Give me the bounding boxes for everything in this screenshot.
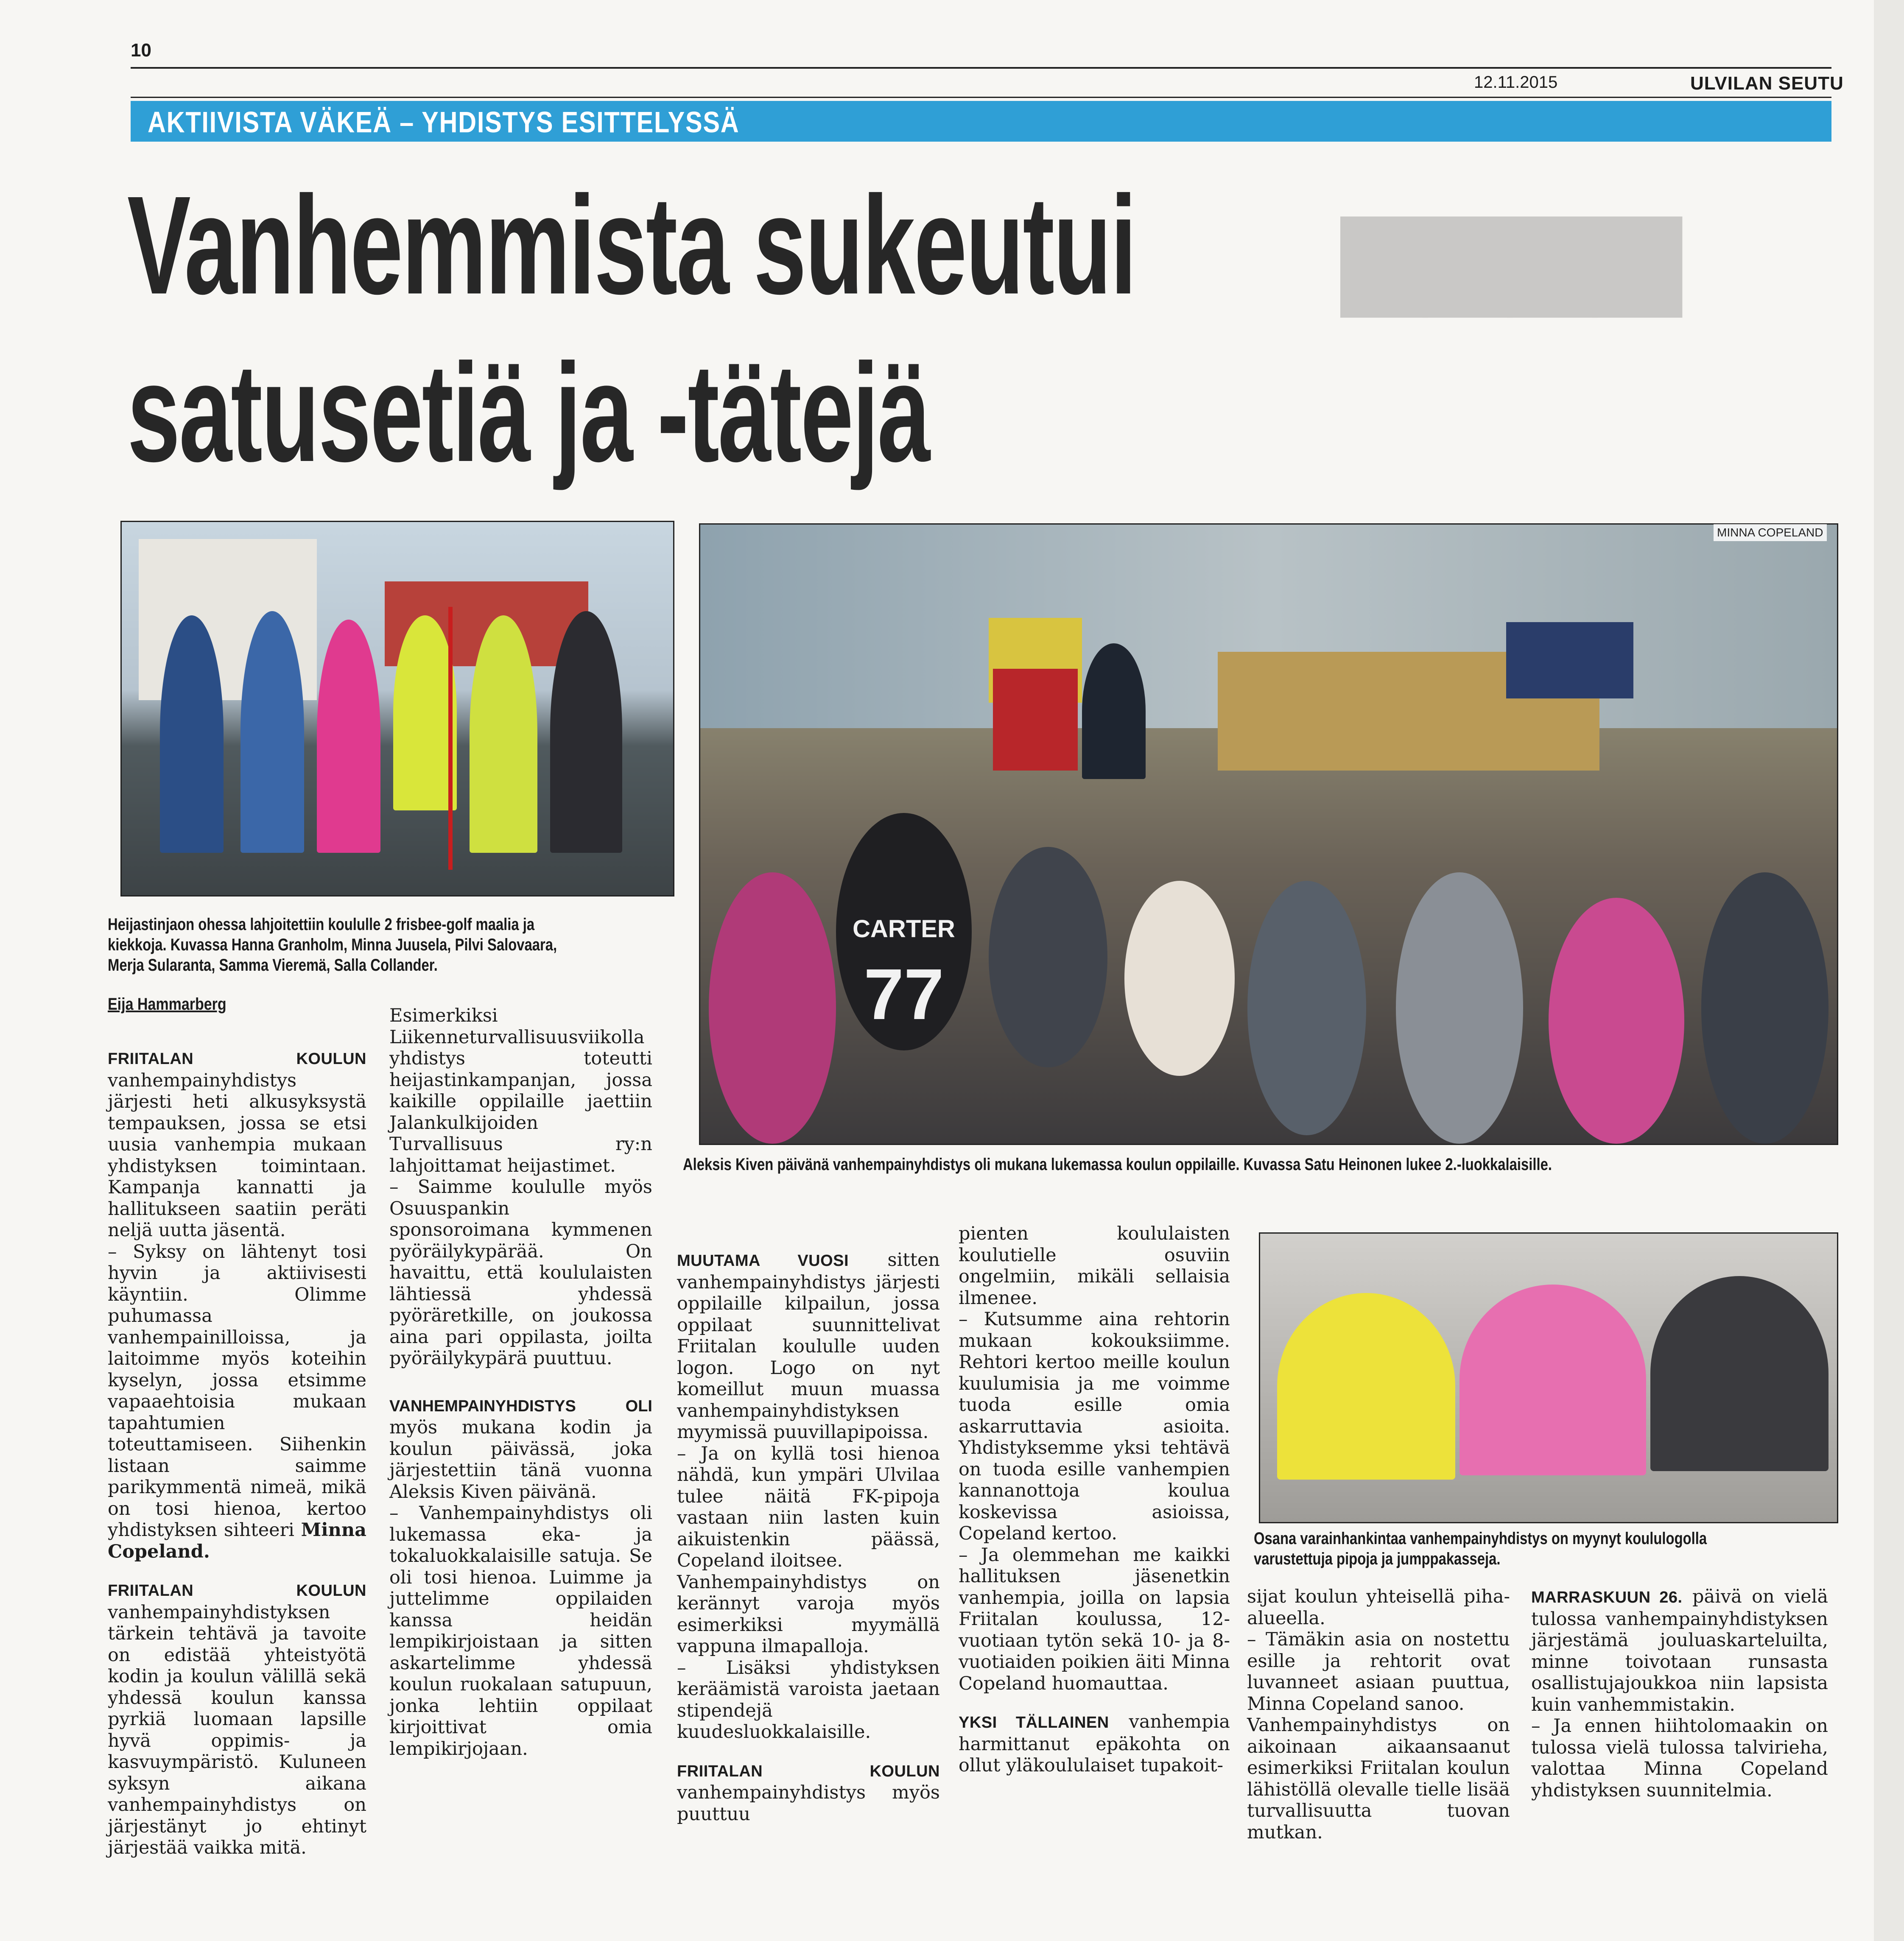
- lead-in: FRIITALAN KOULUN: [677, 1762, 940, 1780]
- header-rule: [131, 67, 1831, 69]
- paragraph: pienten koululaisten koulutielle osuviin ongelmiin, mikäli sellaisia ilmenee.: [959, 1223, 1230, 1309]
- caption-3-line-1: Osana varainhankintaa vanhempainyhdistys on myynyt koululogolla: [1254, 1529, 1707, 1548]
- red-chair: [993, 669, 1078, 771]
- paragraph: [389, 1395, 652, 1503]
- lead-in: FRIITALAN KOULUN: [108, 1582, 366, 1600]
- caption-1-line-1: Heijastinjaon ohessa lahjoitettiin koululle 2 frisbee-golf maalia ja: [108, 915, 535, 934]
- child-striped: [709, 872, 836, 1144]
- header-rule-lower: [131, 97, 1831, 98]
- paragraph: – Ja olemmehan me kaikki hallituksen jäsenetkin vanhempia, joilla on lapsia Friitalan koulussa, 12-vuotiaan tytön sekä 10- ja 8-vuotiaiden poikien äiti Minna Copeland huomauttaa.: [959, 1544, 1230, 1694]
- caption-photo-2: Aleksis Kiven päivänä vanhempainyhdistys oli mukana lukemassa koulun oppilaille. Kuvassa Satu Heinonen lukee 2.-luokkalaisille.: [683, 1155, 1552, 1174]
- paragraph-text: sitten vanhempainyhdistys järjesti oppilaille kilpailun, jossa oppilaat suunnittelivat Friitalan koululle uuden logon. Logo on nyt komeillut muun muassa vanhempainyhdistyksen myymissä puuvillapipoissa.: [677, 1249, 940, 1443]
- lead-in: MARRASKUUN 26.: [1531, 1589, 1683, 1606]
- child-7: [1701, 872, 1829, 1144]
- paragraph: [677, 1760, 940, 1825]
- paragraph-text: vanhempainyhdistys järjesti heti alkusyksystä tempauksen, jossa se etsi uusia vanhempia mukaan yhdistyksen toimintaan. Kampanja kannatti ja hallitukseen saatiin peräti neljä uutta jäsentä.: [108, 1070, 366, 1241]
- paragraph-text: vanhempainyhdistys myös puuttuu: [677, 1782, 940, 1825]
- paragraph-text: päivä on vielä tulossa vanhempainyhdistyksen järjestämä jouluaskarteluilta, minne toivotaan runsasta osallistujajoukkoa niin lapsista kuin vanhemmistakin.: [1531, 1586, 1828, 1715]
- caption-photo-1: [108, 914, 557, 975]
- paragraph: – Kutsumme aina rehtorin mukaan kokouksiimme. Rehtori kertoo meille koulun kuulumisia ja me voimme tuoda esille omia askarruttavia asioita. Yhdistyksemme yksi tehtävä on tuoda esille vanhempien kannanottoja koulua koskevissa asioissa, Copeland kertoo.: [959, 1309, 1230, 1544]
- reader-teacher: [1082, 643, 1146, 779]
- article-column-6: [1531, 1586, 1828, 1801]
- paragraph-text: vanhempainyhdistyksen tärkein tehtävä ja tavoite on edistää yhteistyötä kodin ja koulun välillä sekä yhdessä koulun kanssa pyrkiä luomaan lapsille hyvä oppimis- ja kasvuympäristö. Kuluneen syksyn aikana vanhempainyhdistys on järjestänyt jo ehtinyt järjestää vaikka mitä.: [108, 1601, 366, 1858]
- section-banner-text: AKTIIVISTA VÄKEÄ – YHDISTYS ESITTELYSSÄ: [148, 106, 740, 139]
- photo-group-outdoors: [120, 521, 674, 896]
- photo-classroom: [699, 523, 1838, 1145]
- paragraph: Esimerkiksi Liikenneturvallisuusviikolla yhdistys toteutti heijastinkampanjan, jossa kaikille oppilaille jaettiin Jalankulkijoiden Turvallisuus ry:n lahjoittamat heijastimet.: [389, 1005, 652, 1176]
- scan-edge: [1874, 0, 1904, 1941]
- page-number: 10: [131, 40, 151, 61]
- paragraph: – Ja ennen hiihtolomaakin on tulossa vielä tulossa talvirieha, valottaa Minna Copeland yhdistyksen suunnitelmia.: [1531, 1715, 1828, 1801]
- photo-fk-hats: [1259, 1232, 1838, 1523]
- child-5: [1396, 872, 1523, 1144]
- child-3: [1124, 881, 1235, 1076]
- jersey-name: CARTER: [853, 915, 955, 943]
- caption-photo-3: [1254, 1528, 1707, 1569]
- person-2: [240, 611, 304, 853]
- newspaper-name: ULVILAN SEUTU: [1690, 73, 1844, 94]
- person-4: [393, 615, 457, 810]
- paragraph: Vanhempainyhdistys on aikoinaan aikaansaanut esimerkiksi Friitalan koulun lähistöllä olevalle tielle lisää turvallisuutta tuovan mutkan.: [1247, 1715, 1510, 1843]
- bleed-through-shape: ▆▆▆▆: [1340, 189, 1680, 312]
- person-5: [470, 615, 537, 853]
- paragraph: – Tämäkin asia on nostettu esille ja rehtorit ovat luvanneet asiaan puuttua, Minna Copeland sanoo.: [1247, 1629, 1510, 1715]
- paragraph-text: vanhempia harmittanut epäkohta on ollut yläkoululaiset tupakoit-: [959, 1711, 1230, 1776]
- paragraph: [1531, 1586, 1828, 1715]
- child-6: [1549, 898, 1684, 1144]
- paragraph: [108, 1579, 366, 1859]
- caption-1-line-3: Merja Sularanta, Samma Vieremä, Salla Collander.: [108, 956, 438, 975]
- paragraph: Vanhempainyhdistys on kerännyt varoja myös esimerkiksi myymällä vappuna ilmapalloja.: [677, 1571, 940, 1657]
- article-column-1: [108, 1047, 366, 1859]
- article-column-5: [1247, 1586, 1510, 1843]
- paragraph-text: – Syksy on lähtenyt tosi hyvin ja aktiivisesti käyntiin. Olimme puhumassa vanhempainilloissa, ja laitoimme myös koteihin kyselyn, jossa etsimme vapaaehtoisia mukaan tapahtumien toteuttamiseen. Siihenkin listaan saimme parikymmentä nimeä, mikä on tosi hienoa, kertoo yhdistyksen sihteeri: [108, 1241, 366, 1541]
- paragraph: – Vanhempainyhdistys oli lukemassa eka- ja tokaluokkalaisille satuja. Se oli tosi hienoa. Luimme ja juttelimme oppilaiden kanssa heidän lempikirjoistaan ja sitten askartelimme yhdessä koulun ruokalaan satupuun, jonka lehtiin oppilaat kirjoittivat omia lempikirjojaan.: [389, 1503, 652, 1759]
- lead-in: YKSI TÄLLAINEN: [959, 1714, 1109, 1732]
- paragraph: – Saimme koululle myös Osuuspankin sponsoroimana kymmenen pyöräilykypärää. On havaittu, että koululaisten lähtiessä yhdessä pyöräretkille, on joukossa aina pari oppilasta, joilta pyöräilykypärä puuttuu.: [389, 1176, 652, 1369]
- paragraph: [677, 1249, 940, 1443]
- union-jack-pillow: [1506, 622, 1633, 698]
- dark-hat: [1650, 1276, 1829, 1471]
- photo-credit: MINNA COPELAND: [1714, 524, 1827, 541]
- paragraph-text: myös mukana kodin ja koulun päivässä, joka järjestettiin tänä vuonna Aleksis Kiven päivänä.: [389, 1417, 652, 1503]
- paragraph: [108, 1241, 366, 1563]
- section-banner: [131, 101, 1831, 142]
- article-column-4: [959, 1223, 1230, 1776]
- headline: [127, 161, 1166, 496]
- person-name: Minna Copeland.: [108, 1519, 366, 1562]
- frisbee-golf-target-pole: [448, 607, 453, 870]
- byline: Eija Hammarberg: [108, 995, 226, 1014]
- child-4: [1247, 881, 1366, 1135]
- jersey-number: 77: [864, 954, 944, 1035]
- issue-date: 12.11.2015: [1474, 73, 1558, 92]
- caption-1-line-2: kiekkoja. Kuvassa Hanna Granholm, Minna Juusela, Pilvi Salovaara,: [108, 936, 557, 954]
- paragraph: [108, 1047, 366, 1241]
- subheading: VANHEMPAINYHDISTYS OLI: [389, 1397, 652, 1415]
- lead-in: MUUTAMA VUOSI: [677, 1252, 849, 1270]
- caption-3-line-2: varustettuja pipoja ja jumppakasseja.: [1254, 1550, 1501, 1568]
- paragraph: [959, 1711, 1230, 1776]
- bleed-through-background: [1340, 187, 1832, 551]
- yellow-hat: [1277, 1293, 1455, 1480]
- headline-line-1: Vanhemmista sukeutui: [127, 167, 1136, 323]
- article-column-2: [389, 1005, 652, 1759]
- person-6: [550, 611, 622, 853]
- pink-hat: [1459, 1285, 1646, 1475]
- lead-in: FRIITALAN KOULUN: [108, 1050, 366, 1068]
- article-column-3: [677, 1249, 940, 1825]
- paragraph: – Ja on kyllä tosi hienoa nähdä, kun ympäri Ulvilaa tulee näitä FK-pipoja vastaan niin lasten kuin aikuistenkin päässä, Copeland iloitsee.: [677, 1443, 940, 1571]
- person-3: [317, 620, 380, 853]
- paragraph: – Lisäksi yhdistyksen keräämistä varoista jaetaan stipendejä kuudesluokkalaisille.: [677, 1657, 940, 1743]
- paragraph: sijat koulun yhteisellä piha-alueella.: [1247, 1586, 1510, 1629]
- child-2: [989, 847, 1107, 1067]
- headline-line-2: satusetiä ja -tätejä: [127, 334, 930, 491]
- person-1: [160, 615, 224, 853]
